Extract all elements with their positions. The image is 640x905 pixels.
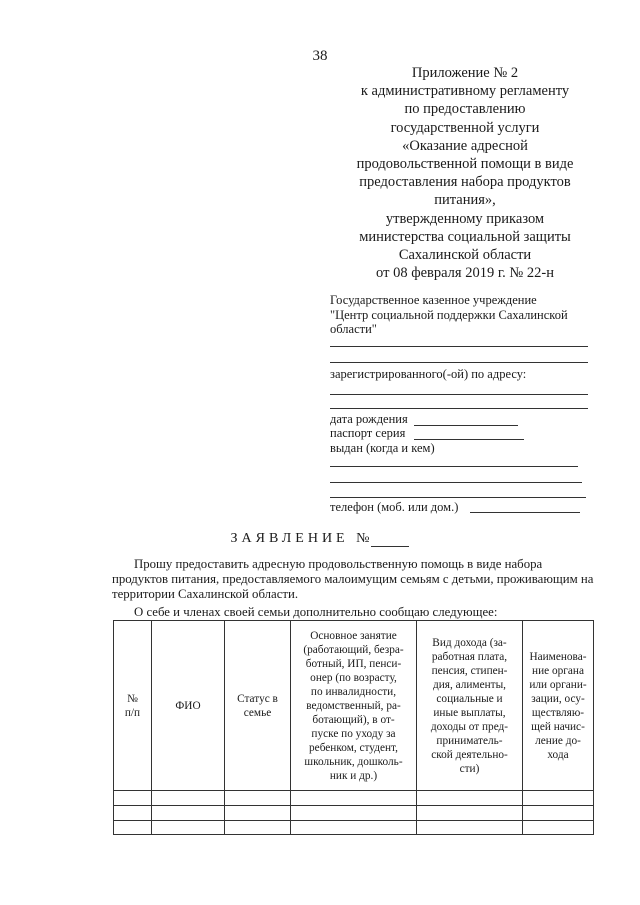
table-cell[interactable] [291, 806, 417, 821]
appendix-line: к административному регламенту [360, 83, 570, 100]
addressee-line: области" [330, 322, 377, 336]
column-header-status: Статус в семье [225, 621, 291, 791]
passport-label: паспорт серия [330, 426, 406, 440]
issued-label: выдан (когда и кем) [330, 441, 435, 455]
statement-title-word: ЗАЯВЛЕНИЕ [230, 531, 349, 546]
table-row [114, 806, 594, 821]
table-cell[interactable] [523, 791, 594, 806]
birth-date-label: дата рождения [330, 412, 408, 426]
column-header-organization: Наименова- ние органа или органи- зации, осу- ществляю- щей начис- ление до- хода [523, 621, 594, 791]
request-text: Прошу предоставить адресную продовольственную помощь в виде набора продуктов питания, предоставляемого малоимущим семьям с детьми, проживающим на территории Сахалинской области. [112, 557, 594, 602]
family-members-table [113, 620, 594, 835]
table-cell[interactable] [114, 821, 152, 835]
appendix-line: утвержденному приказом [385, 210, 545, 227]
table-cell[interactable] [152, 821, 225, 835]
table-cell[interactable] [152, 806, 225, 821]
table-cell[interactable] [114, 791, 152, 806]
fill-line-name-2[interactable] [330, 362, 588, 363]
appendix-line: «Оказание адресной [402, 137, 528, 154]
table-cell[interactable] [291, 821, 417, 835]
addressee-line: Государственное казенное учреждение [330, 293, 537, 307]
table-cell[interactable] [417, 791, 523, 806]
table-cell[interactable] [417, 806, 523, 821]
request-paragraph [112, 557, 596, 603]
statement-title [0, 531, 640, 547]
table-cell[interactable] [225, 806, 291, 821]
appendix-line: питания», [434, 192, 496, 209]
column-header-fio: ФИО [152, 621, 225, 791]
appendix-line: предоставления набора продуктов [359, 174, 571, 191]
fill-line-address-1[interactable] [330, 394, 588, 395]
addressee-line: "Центр социальной поддержки Сахалинской [330, 307, 568, 322]
appendix-header [340, 64, 590, 282]
appendix-line: Сахалинской области [398, 247, 532, 264]
table-cell[interactable] [152, 791, 225, 806]
number-sign: № [356, 531, 370, 546]
table-row [114, 821, 594, 835]
table-cell[interactable] [523, 806, 594, 821]
appendix-line: от 08 февраля 2019 г. № 22-н [376, 265, 554, 282]
table-row [114, 791, 594, 806]
column-header-number: № п/п [114, 621, 152, 791]
appendix-line: Приложение № 2 [411, 65, 519, 81]
appendix-line: государственной услуги [390, 119, 540, 136]
fill-line-issued-3[interactable] [330, 497, 586, 498]
appendix-line: продовольственной помощи в виде [356, 156, 574, 173]
table-cell[interactable] [523, 821, 594, 835]
fill-line-issued-2[interactable] [330, 482, 582, 483]
phone-label: телефон (моб. или дом.) [330, 500, 459, 514]
appendix-line: министерства социальной защиты [359, 228, 571, 245]
column-header-income-type: Вид дохода (за- работная плата, пенсия, стипен- дия, алименты, социальные и иные выплаты, доходы от пред- приниматель- ской деятельно- сти) [417, 621, 523, 791]
table-header-row [114, 621, 594, 791]
birth-date-field[interactable] [414, 425, 518, 426]
column-header-occupation: Основное занятие (работающий, безра- ботный, ИП, пенси- онер (по возрасту, по инвалидности, ведомственный, ра- ботающий), в от- пуске по уходу за ребенком, студент, школьник, дошколь- ник и др.) [291, 621, 417, 791]
table-cell[interactable] [114, 806, 152, 821]
statement-number-field[interactable] [371, 534, 409, 547]
passport-field[interactable] [414, 439, 524, 440]
addressee-block [330, 293, 588, 337]
appendix-line: по предоставлению [404, 101, 526, 118]
family-info-intro: О себе и членах своей семьи дополнительно сообщаю следующее: [134, 605, 498, 619]
table-cell[interactable] [225, 791, 291, 806]
fill-line-name-1[interactable] [330, 346, 588, 347]
page-number: 38 [312, 48, 328, 64]
fill-line-issued-1[interactable] [330, 466, 578, 467]
table-cell[interactable] [291, 791, 417, 806]
table-cell[interactable] [225, 821, 291, 835]
fill-line-address-2[interactable] [330, 408, 588, 409]
phone-field[interactable] [470, 512, 580, 513]
registered-address-label: зарегистрированного(-ой) по адресу: [330, 367, 527, 381]
table-cell[interactable] [417, 821, 523, 835]
